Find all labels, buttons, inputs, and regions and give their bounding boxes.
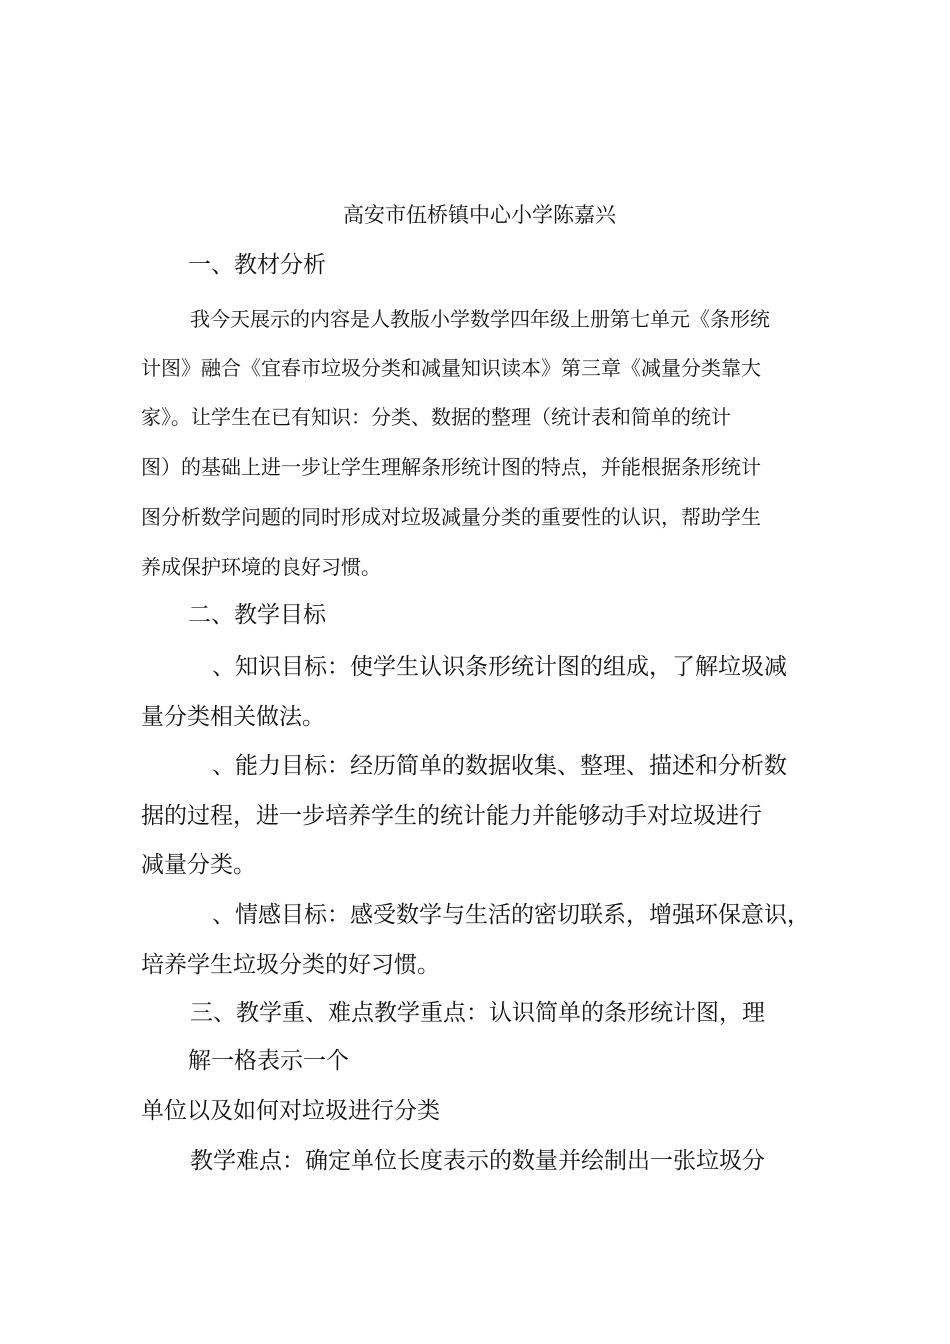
paragraph-line: 我今天展示的内容是人教版小学数学四年级上册第七单元《条形统 bbox=[190, 307, 770, 331]
goal-emotion-line: 、情感目标：感受数学与生活的密切联系，增强环保意识， bbox=[212, 902, 810, 928]
goal-ability-line: 减量分类。 bbox=[141, 852, 256, 878]
section-heading-goals: 二、教学目标 bbox=[188, 602, 326, 628]
section-heading-analysis: 一、教材分析 bbox=[188, 252, 326, 278]
paragraph-line: 计图》融合《宜春市垃圾分类和减量知识读本》第三章《减量分类靠大 bbox=[141, 356, 761, 380]
goal-ability-line: 据的过程，进一步培养学生的统计能力并能够动手对垃圾进行 bbox=[141, 803, 762, 829]
paragraph-line: 养成保护环境的良好习惯。 bbox=[141, 555, 381, 579]
paragraph-line: 图）的基础上进一步让学生理解条形统计图的特点，并能根据条形统计 bbox=[141, 455, 761, 479]
key-points-line: 单位以及如何对垃圾进行分类 bbox=[141, 1098, 440, 1124]
key-points-line: 解一格表示一个 bbox=[188, 1048, 349, 1074]
goal-knowledge-line: 、知识目标：使学生认识条形统计图的组成，了解垃圾减 bbox=[212, 654, 787, 680]
goal-knowledge-line: 量分类相关做法。 bbox=[141, 704, 325, 730]
goal-emotion-line: 培养学生垃圾分类的好习惯。 bbox=[141, 952, 440, 978]
paragraph-line: 家》。让学生在已有知识：分类、数据的整理（统计表和简单的统计 bbox=[141, 405, 731, 429]
section-heading-key-points: 三、教学重、难点教学重点：认识简单的条形统计图，理 bbox=[190, 1000, 765, 1026]
author-line: 高安市伍桥镇中心小学陈嘉兴 bbox=[343, 203, 616, 227]
difficulty-line: 教学难点：确定单位长度表示的数量并绘制出一张垃圾分 bbox=[190, 1148, 765, 1174]
goal-ability-line: 、能力目标：经历简单的数据收集、整理、描述和分析数 bbox=[212, 753, 787, 779]
paragraph-line: 图分析数学问题的同时形成对垃圾减量分类的重要性的认识，帮助学生 bbox=[141, 505, 761, 529]
